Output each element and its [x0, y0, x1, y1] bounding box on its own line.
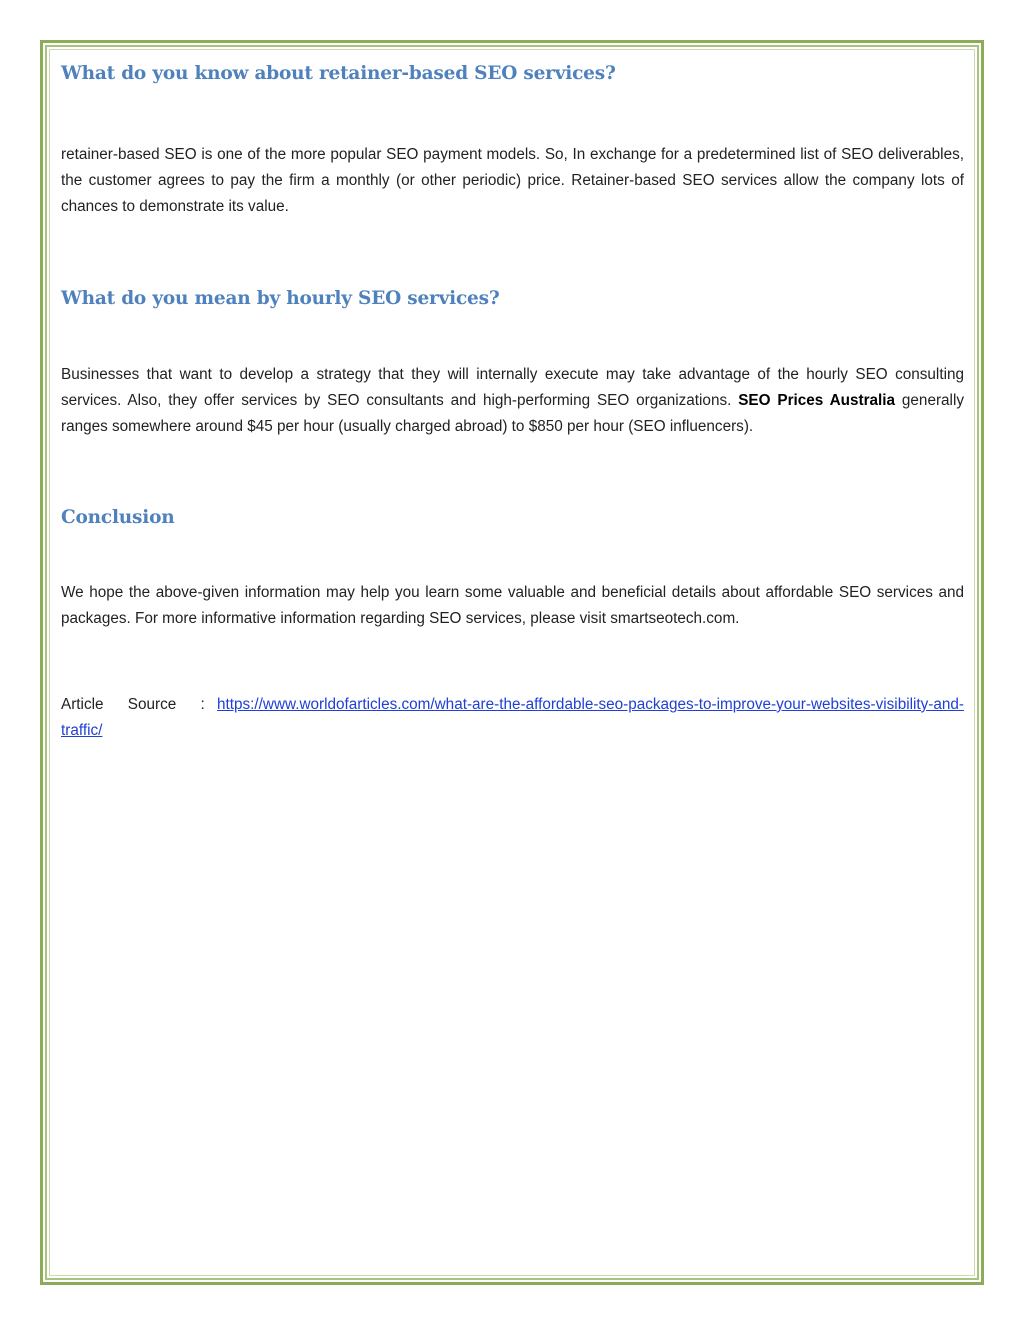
heading-retainer-seo: What do you know about retainer-based SEO services? [61, 63, 616, 84]
paragraph-hourly-seo-text-end: generally ranges somewhere around $45 per hour (usually charged abroad) to $850 per hour (SEO influencers). [61, 392, 964, 435]
heading-hourly-seo: What do you mean by hourly SEO services? [61, 288, 500, 309]
paragraph-conclusion: We hope the above-given information may help you learn some valuable and beneficial details about affordable SEO services and packages. For more informative information regarding SEO services, please visit smartseotech.com. [61, 584, 964, 627]
article-source-label: Article Source : [61, 696, 205, 713]
heading-conclusion: Conclusion [61, 507, 175, 528]
article-source-link[interactable]: https://www.worldofarticles.com/what-are-the-affordable-seo-packages-to-improve-your-websites-visibility-and-traffic/ [61, 696, 965, 739]
document-content [61, 58, 964, 744]
paragraph-retainer-seo: retainer-based SEO is one of the more popular SEO payment models. So, In exchange for a predetermined list of SEO deliverables, the customer agrees to pay the firm a monthly (or other periodic) price. Retainer-based SEO services allow the company lots of chances to demonstrate its value. [61, 146, 964, 215]
paragraph-hourly-seo-text: Businesses that want to develop a strategy that they will internally execute may take advantage of the hourly SEO consulting services. Also, they offer services by SEO consultants and high-performing SEO organizations. [61, 366, 964, 409]
paragraph-hourly-seo [61, 362, 964, 440]
seo-prices-australia-bold: SEO Prices Australia [738, 392, 896, 409]
article-source [61, 692, 964, 744]
